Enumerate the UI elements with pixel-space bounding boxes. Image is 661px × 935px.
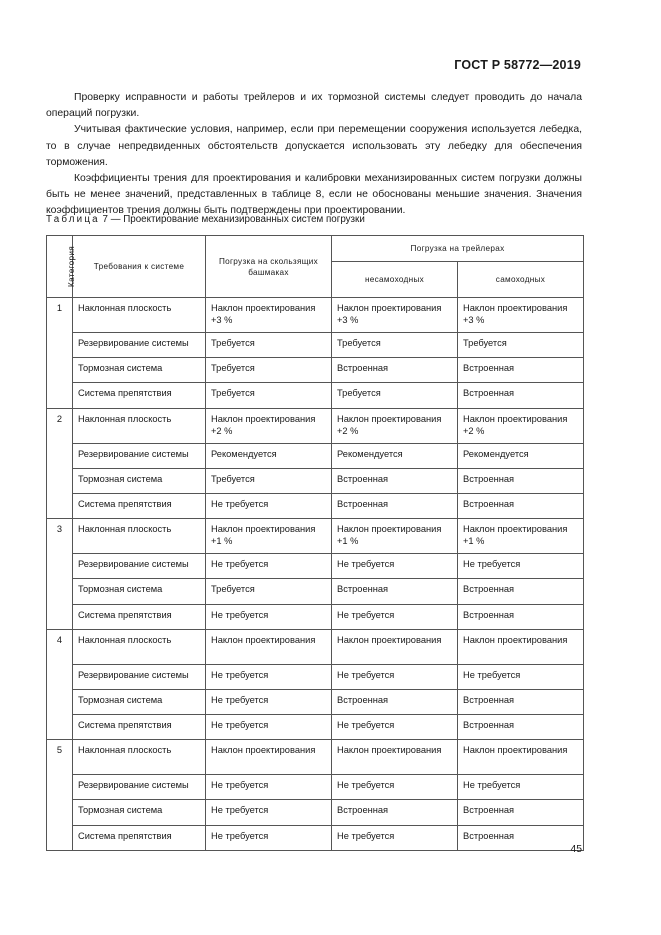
value-cell: Наклон проектирования: [332, 740, 458, 775]
value-cell: Не требуется: [332, 664, 458, 689]
requirement-cell: Тормозная система: [73, 358, 206, 383]
value-cell: Встроенная: [332, 689, 458, 714]
header-category: Категория: [47, 236, 73, 298]
value-cell: Не требуется: [332, 825, 458, 850]
value-cell: Встроенная: [458, 383, 584, 408]
value-cell: Требуется: [206, 383, 332, 408]
document-id: ГОСТ Р 58772—2019: [454, 58, 581, 72]
category-cell: 4: [47, 629, 73, 740]
category-cell: 5: [47, 740, 73, 851]
value-cell: Встроенная: [458, 689, 584, 714]
paragraph: Проверку исправности и работы трейлеров и их тормозной системы следует проводить до начала операций погрузки.: [46, 92, 582, 120]
requirement-cell: Система препятствия: [73, 825, 206, 850]
requirement-cell: Система препятствия: [73, 383, 206, 408]
value-cell: Не требуется: [206, 604, 332, 629]
table-row: [47, 629, 584, 664]
header-requirements: Требования к системе: [73, 236, 206, 298]
table-body: [47, 298, 584, 851]
requirement-cell: Система препятствия: [73, 715, 206, 740]
header-non-self-propelled: несамоходных: [332, 262, 458, 298]
value-cell: Наклон проектирования +3 %: [332, 298, 458, 333]
value-cell: Не требуется: [458, 664, 584, 689]
value-cell: Встроенная: [458, 800, 584, 825]
requirement-cell: Тормозная система: [73, 800, 206, 825]
table-row: [47, 554, 584, 579]
design-table: [46, 235, 584, 851]
value-cell: Рекомендуется: [458, 443, 584, 468]
table-row: [47, 800, 584, 825]
table-row: [47, 493, 584, 518]
requirement-cell: Резервирование системы: [73, 664, 206, 689]
category-cell: 1: [47, 298, 73, 409]
table-row: [47, 443, 584, 468]
requirement-cell: Наклонная плоскость: [73, 519, 206, 554]
requirement-cell: Резервирование системы: [73, 443, 206, 468]
value-cell: Встроенная: [458, 715, 584, 740]
value-cell: Не требуется: [458, 775, 584, 800]
value-cell: Встроенная: [332, 579, 458, 604]
value-cell: Встроенная: [332, 358, 458, 383]
requirement-cell: Наклонная плоскость: [73, 629, 206, 664]
requirement-cell: Резервирование системы: [73, 775, 206, 800]
header-trailers: Погрузка на трейлерах: [332, 236, 584, 262]
value-cell: Встроенная: [458, 579, 584, 604]
value-cell: Рекомендуется: [206, 443, 332, 468]
category-cell: 2: [47, 408, 73, 519]
value-cell: Требуется: [206, 579, 332, 604]
value-cell: Наклон проектирования: [458, 629, 584, 664]
value-cell: Требуется: [206, 333, 332, 358]
value-cell: Наклон проектирования +2 %: [206, 408, 332, 443]
value-cell: Встроенная: [332, 468, 458, 493]
table-row: [47, 775, 584, 800]
requirement-cell: Система препятствия: [73, 604, 206, 629]
page-number: 45: [570, 844, 582, 855]
value-cell: Требуется: [458, 333, 584, 358]
value-cell: Не требуется: [206, 689, 332, 714]
value-cell: Не требуется: [332, 554, 458, 579]
table-caption-label: Таблица: [46, 214, 100, 225]
value-cell: Не требуется: [206, 775, 332, 800]
requirement-cell: Резервирование системы: [73, 333, 206, 358]
category-cell: 3: [47, 519, 73, 630]
table-row: [47, 408, 584, 443]
value-cell: Не требуется: [332, 775, 458, 800]
value-cell: Не требуется: [332, 715, 458, 740]
value-cell: Не требуется: [206, 554, 332, 579]
table-row: [47, 740, 584, 775]
value-cell: Требуется: [332, 383, 458, 408]
paragraph: Учитывая фактические условия, например, если при перемещении сооружения используется лебедка, то в случае непредвиденных обстоятельств допускается использовать эту лебедку для обеспечения торможения.: [46, 124, 582, 168]
table-row: [47, 825, 584, 850]
requirement-cell: Тормозная система: [73, 579, 206, 604]
table-row: [47, 358, 584, 383]
value-cell: Наклон проектирования +3 %: [206, 298, 332, 333]
value-cell: Встроенная: [458, 825, 584, 850]
table-row: [47, 664, 584, 689]
requirement-cell: Тормозная система: [73, 468, 206, 493]
requirement-cell: Система препятствия: [73, 493, 206, 518]
body-text: [46, 90, 582, 220]
table-row: [47, 298, 584, 333]
value-cell: Требуется: [332, 333, 458, 358]
value-cell: Наклон проектирования: [458, 740, 584, 775]
value-cell: Наклон проектирования +3 %: [458, 298, 584, 333]
value-cell: Наклон проектирования +1 %: [332, 519, 458, 554]
value-cell: Наклон проектирования +1 %: [458, 519, 584, 554]
value-cell: Наклон проектирования: [206, 740, 332, 775]
value-cell: Рекомендуется: [332, 443, 458, 468]
value-cell: Наклон проектирования: [206, 629, 332, 664]
requirement-cell: Наклонная плоскость: [73, 740, 206, 775]
table-row: [47, 468, 584, 493]
table-row: [47, 604, 584, 629]
value-cell: Не требуется: [206, 715, 332, 740]
table-row: [47, 579, 584, 604]
value-cell: Встроенная: [332, 800, 458, 825]
value-cell: Встроенная: [458, 493, 584, 518]
value-cell: Не требуется: [206, 493, 332, 518]
table-row: [47, 383, 584, 408]
value-cell: Наклон проектирования +2 %: [458, 408, 584, 443]
value-cell: Встроенная: [332, 493, 458, 518]
requirement-cell: Наклонная плоскость: [73, 408, 206, 443]
table-row: [47, 715, 584, 740]
table-row: [47, 519, 584, 554]
value-cell: Не требуется: [206, 800, 332, 825]
requirement-cell: Наклонная плоскость: [73, 298, 206, 333]
value-cell: Требуется: [206, 358, 332, 383]
value-cell: Не требуется: [206, 664, 332, 689]
table-row: [47, 333, 584, 358]
header-self-propelled: самоходных: [458, 262, 584, 298]
requirement-cell: Тормозная система: [73, 689, 206, 714]
table-caption-title: 7 — Проектирование механизированных систем погрузки: [99, 214, 365, 225]
paragraph: Коэффициенты трения для проектирования и калибровки механизированных систем погрузки должны быть не менее значений, представленных в таблице 8, если не обоснованы меньшие значения. Значения коэффициентов трения должны быть подтверждены при проектировании.: [46, 173, 582, 217]
value-cell: Встроенная: [458, 468, 584, 493]
table-caption: [46, 214, 365, 225]
header-skid: Погрузка на скользящих башмаках: [206, 236, 332, 298]
value-cell: Встроенная: [458, 358, 584, 383]
value-cell: Наклон проектирования +2 %: [332, 408, 458, 443]
value-cell: Требуется: [206, 468, 332, 493]
value-cell: Встроенная: [458, 604, 584, 629]
table-row: [47, 689, 584, 714]
value-cell: Не требуется: [458, 554, 584, 579]
value-cell: Наклон проектирования +1 %: [206, 519, 332, 554]
value-cell: Наклон проектирования: [332, 629, 458, 664]
value-cell: Не требуется: [332, 604, 458, 629]
value-cell: Не требуется: [206, 825, 332, 850]
requirement-cell: Резервирование системы: [73, 554, 206, 579]
